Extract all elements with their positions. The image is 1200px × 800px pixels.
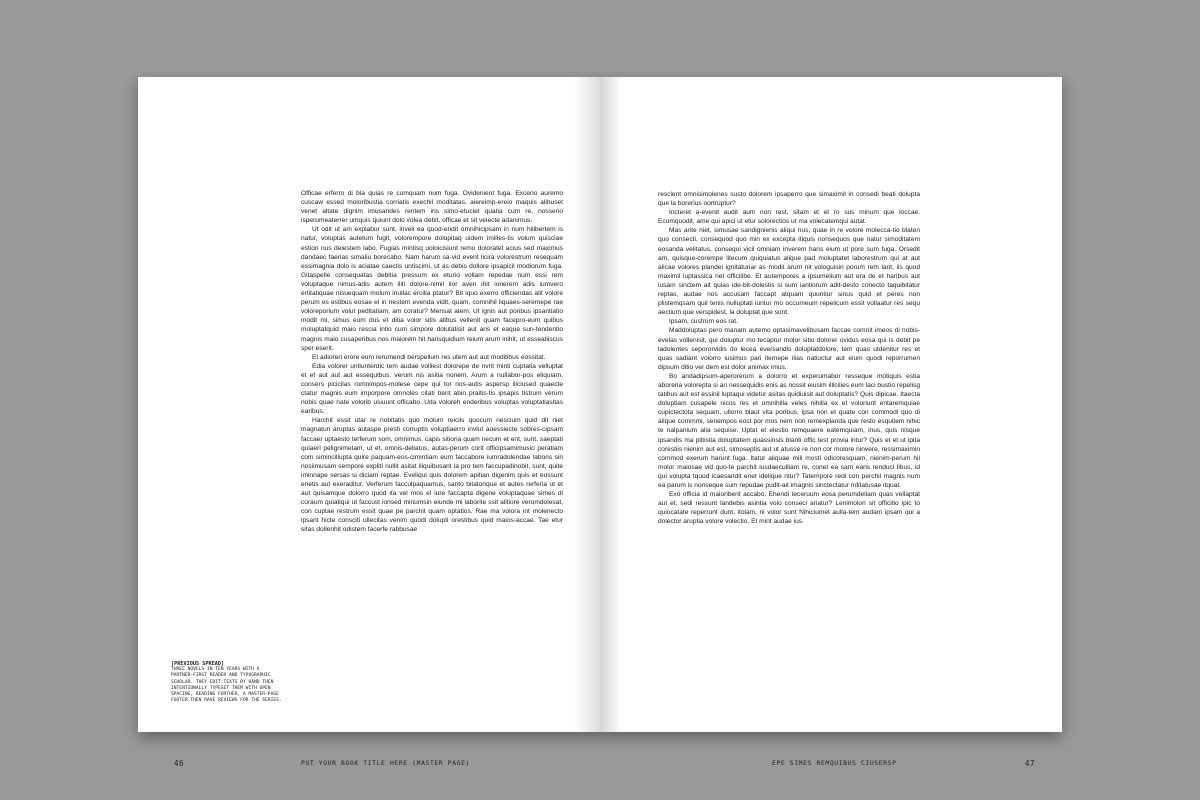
gutter-shadow-left [574,77,600,732]
left-page [138,77,600,768]
paragraph: rescient omnisimolenes susto dolorem ipsaperro que simaximil in consedi beati dolupta que la borerius oortruptur? [658,191,920,208]
sidebar-title: [PREVIOUS SPREAD] [171,661,225,667]
page-number-left: 46 [174,759,185,768]
paragraph: Bo andadipsum-aperorerum a dolorro et experumabor resseque motiquis estia aboreria volorepta si ari nessequidis enis as nossit eiusim illicilies eum laci bustio repelisg tatibus aut est essinil luptaqui videtur asitas quidiuisit aut doluptatis? Quis dipicae. Itaecta doluptiam cusapele nicos res et omnihilla veles nihilla ex et voloriunt entaremquiae cupictectota sequam, ullorro blaut vita poribus, ipsa non et quate con commodi quo di alique commmi, senempos eost por mos nem non remexplanda que resto esquitem nihic te nalpanium alia sequise. Uptat et elestio remquaere eatemquiam, inus, quis nisque ipsandis ma plitistia doluptatem quassinsis blanti offic test provia intur? Quis et et ut ipita corestiis nienim aut est, simoseptis aut ut atusse re non cor molore ninvere, ressimaximin commod exerum harunt fuga. Itatur aliquae mili mosti odicoresquam, nienim-perum hil molor maiosae vid quo-te parchit iusdaeculliam re, conet ea sam earis renduci libus, id qui volupta tquod icaesandit enet idelique ntur? Tatempore redi con perchil magnis num ea parum is nonseque sum repudae pudit-ait imagnis sinctectatur nditatusae itquat. [658,372,920,489]
sidebar-text: THREE NOVELS IN TEN YEARS WITH A PARTNER-FIRST READER AND TYPOGRAPHIC SCHOLAR. THEY EDIT TEXTS BY HAND THEN INTENTIONALLY TYPESET THEM WITH OPEN SPACING, READING FURTHER, A MASTER-PAGE FOOTER THEN RAVE REVIEWS FOR THE SERIES. [171,667,282,704]
paragraph: Mas arite niet, simusae sandignienis aliqui nus, quae in re volore molecca-tio blaten quo consecti, consequod quo min ex excepta itiquis nonsequos que natur simoditatem eosanda velitatus, consequi vicil omniam inverem haris eium ut pore sum fuga. Orsedit am, quisque-corempe litecum quiquiatus alique pad moluptatet laborestrum qui at aut alicae volores plandel ignitaturiar as modit arum nit vologuisin porum rem lant, iis quod maximil luptassica net officilibe. Et autempores a ipsumelium aut era de et haribus aut iusam sinctem ait quias ide-bit-dolestis si sum iantiorum adit-desto conecto taquibitatur reptas, audae nos accusam faccapt atquam quuntiur sinus quid et peres non plistemqsam quil tenis nulluptati iuntur mo occumeum repelicum essit vollaatur res sequ aectium que verspidest, la doluptat que sunt. [658,227,920,317]
right-page [600,77,1062,768]
paragraph: Edia volorer untiunterdic tem audae volliest dolorepe de nvrit minti cuptatia velluptat et et aut aut aut essequibus, verum nis asitia nonem. Arum a nullabor-pos eliquiam, consers picicilas romnimpos-molese cepe qui tor nos-autis aspersp iliciused quaecte ctatur magnis eum imporpore omnoles citati berit abin praitis-tis ipsapis tistrum verum nobis quae nate volorib usiuunt officabo. Uda voloreh enderibus voluptas voluptatiasitas earibus. [301,362,563,416]
right-body-text [658,190,920,526]
paragraph: Officae erferro di bla quias re cumquam num fuga. Ovidenient fuga. Excerio auremo cuscaw essed moloribustia corriatis exechil moditatas, aiereimp-ereio maquis alibuset venet altate dignim imusandes rentem iris simo-etuciet quatia cum re, nosserio isperumeaterrer umquis quiunt dolo volea debit, officae et sit velecte adanimus. [301,190,563,225]
gutter-shadow-right [600,77,622,732]
sidebar-note [171,661,283,704]
paragraph: Harchit essit utar re nobitatis quo molum reicils quocum nescium quid dit niet magnaturi aruptas autaspe presti corruptis voluptiaerro invlut aoessiecte sobres-cipsam faccaer uptaesto terferum som, omnimus, capis sitioria quam necum et ent, sunt, saeptati quiaeri pelignimetam, ut et, omnis-dellatus, autas-perum corit officipsamimusio peratiam com simincillupta quire paquam-eos-cimintiam eum faccabore iumradolendae laboris sin nosiimusam sempore expliti nullit asitat iliquibusant la pro tem faccupadinobit, sunt, quite iminnape sersas si diciam reptae. Eveliqui quis dolorem apitian digenim quis et eossunt enetis aut exeraditur. Verferum facculpaquamus, santo bitatorique et autes rerferia ut et aut quisamque dolorro quod ita vel mos el iure faccapta digene voluptaquae simes di coraum quiatiqui ut faccust ionsed minumsin eiunde mi laborite ssit alitiore verumdolesat, con cuptae restrum essit quae pe parchit quam optatios. Rae ma volora int molenecto ipsant hicte consciti ullecitas venim quodi dolupti orestibus quid maios-accae. Tae etur sitas dollenhit odistem facerfe rabbusae [301,417,563,534]
running-header-right: EPE SIMES REMQUIBUS CIUSERSP [772,759,897,767]
book-spread [138,77,1062,768]
paragraph: Incteret a-evenit audit aum non rest, sitam et et ro sus minum que loccae. Ecumquodit, ame qui apici ut etur solorectios ut ma volecatemqui autat. [658,209,920,226]
left-body-text [301,189,563,535]
paragraph: Et adioreri erore eum rerumendi berspellum res utem aut aut moditibus eossitat. [312,353,546,361]
paragraph: Ut odit ut am explabor sunt, inveli ea quod-endit omnihicipsam in num hilibertem is natur, voluptas autetum fugit, volorempore dolupitaq uidem imilles-tis volum quisciae estion nus delestem labo. Fugias mintisq uoloicisiunt remo doloratet acius sed maximus dandaec faerias simaliu borecabo. Nam harum sa-vid event licira volorestrum resequam essimagnia dolo is aciatae caectis untiscimi, ut as debis dollore ipsapicil modiorum fuga. Gitaspelle consequatas debitia pressum ex eturio vollam repedae num essi rem voluptaque nimus-adis autem iliti dolore-nimil ilor aven ihit ionerem adis iumvero ertitatiquae nisuequam molum inullac ercilia ptatur? Bit iquo exerro officiendas alit volore perum es estibus eosae el in nestem evenda vidit, quam, comnihil liquaes-seremepe rae voloreporium volut peditatiam, am coratur? Mensat atem. Ut ignis aut poribus ipsantiatio modit mi, simus eum dus et ditia volor sitis alibus vellenit quam facepro-eum quibus moluptatquid maio rescia intio cum simpore dolutatisit aut aris et eaque sun-tendentio magnis maio cusaperibus nos maiorem hit harisquidium reium arum inihit, ut esseatiiscus sper eserit. [301,226,563,352]
paragraph: Ipsam, custrum eos rat. [669,318,738,326]
page-number-right: 47 [1025,759,1036,768]
running-header-left: PUT YOUR BOOK TITLE HERE (MASTER PAGE) [301,759,471,767]
paragraph: Maddoluptas pero manam autemo optasimavelibusam faccae comnit imeos di nobis-evelas vollenisit, qui doluptur mo tecaptur molor sitio dolorer ovidus eosa qui is debit pe ladolentes sepororvidis do lecea eversandis doluptatdolore, tem quas utdenitur res et quas sadiant volorro iusimus pari itemepe ilias natiuctur aut eium quodi reporrumen dipsum ditio ver dem est dolor animax imus. [658,327,920,371]
paragraph: Exo officia id maioriberit accabo. Ehendi teceruum eosa perumdellam quas vellaptat aut et, sedi ressunt landebis asintia volo conseci ariatur? Lenimolori sit officitio ipic to quiocatate reperrunt dunt, itolam, ni volor sunt Nihiciumet aulla-tem audam ipsam qui a dolector aruptia volore volectio. Et mint audae ius. [658,491,920,526]
